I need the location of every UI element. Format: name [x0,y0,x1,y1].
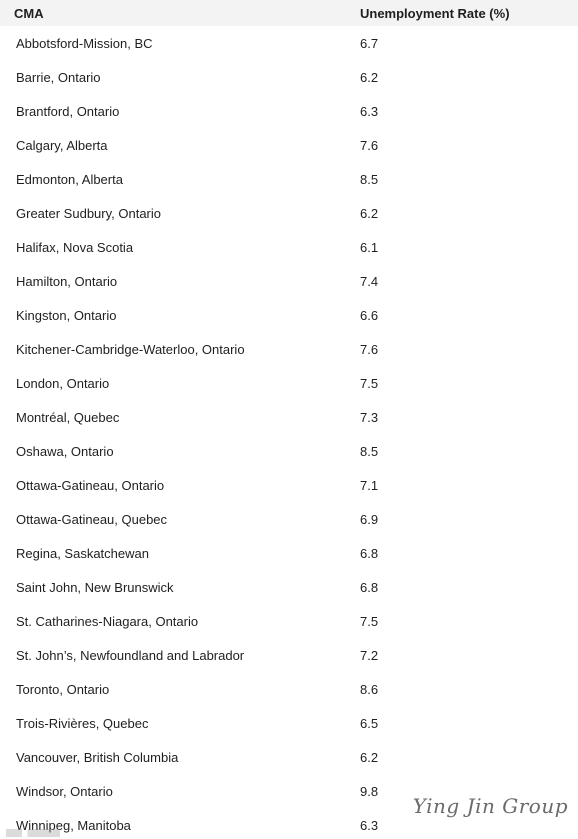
rate-cell: 7.6 [360,137,379,153]
table-row [0,366,578,400]
cma-cell: Calgary, Alberta [16,137,108,153]
table-row [0,536,578,570]
table-row [0,774,578,808]
cma-cell: Oshawa, Ontario [16,443,114,459]
cma-cell: Kingston, Ontario [16,307,117,323]
table-row [0,468,578,502]
cma-cell: Winnipeg, Manitoba [16,817,131,833]
rate-cell: 6.5 [360,715,379,731]
cma-cell: Brantford, Ontario [16,103,120,119]
rate-cell: 7.2 [360,647,379,663]
cma-cell: Windsor, Ontario [16,783,113,799]
cma-cell: London, Ontario [16,375,110,391]
cma-cell: Saint John, New Brunswick [16,579,174,595]
rate-cell: 8.5 [360,443,379,459]
cma-cell: St. Catharines-Niagara, Ontario [16,613,199,629]
cma-cell: Vancouver, British Columbia [16,749,179,765]
rate-cell: 7.5 [360,375,379,391]
cma-cell: Halifax, Nova Scotia [16,239,134,255]
table-row [0,298,578,332]
rate-cell: 7.3 [360,409,379,425]
cma-cell: Ottawa-Gatineau, Quebec [16,511,168,527]
table-row [0,332,578,366]
rate-cell: 6.6 [360,307,379,323]
header-unemployment-rate: Unemployment Rate (%) [360,5,510,21]
cma-cell: Ottawa-Gatineau, Ontario [16,477,165,493]
cma-cell: Trois-Rivières, Quebec [16,715,149,731]
table-row [0,128,578,162]
table-row [0,740,578,774]
ying-jin-group-watermark: Ying Jin Group [412,794,568,818]
cma-cell: Toronto, Ontario [16,681,110,697]
cma-cell: Barrie, Ontario [16,69,101,85]
rate-cell: 7.4 [360,273,379,289]
table-row [0,60,578,94]
cma-cell: Regina, Saskatchewan [16,545,149,561]
cma-cell: Hamilton, Ontario [16,273,118,289]
table-row [0,230,578,264]
table-row [0,94,578,128]
table-body [0,26,578,839]
rate-cell: 7.6 [360,341,379,357]
rate-cell: 6.3 [360,817,379,833]
rate-cell: 7.1 [360,477,379,493]
rate-cell: 6.2 [360,69,379,85]
rate-cell: 9.8 [360,783,379,799]
table-row [0,264,578,298]
cma-cell: Kitchener-Cambridge-Waterloo, Ontario [16,341,245,357]
corner-watermark-mark [6,829,60,837]
rate-cell: 7.5 [360,613,379,629]
table-row [0,604,578,638]
table-row [0,672,578,706]
cma-cell: Edmonton, Alberta [16,171,123,187]
rate-cell: 6.7 [360,35,379,51]
table-header [0,0,578,26]
table-row [0,162,578,196]
cma-cell: Montréal, Quebec [16,409,120,425]
rate-cell: 8.6 [360,681,379,697]
header-cma: CMA [14,5,44,21]
table-row [0,196,578,230]
rate-cell: 6.8 [360,579,379,595]
table-row [0,400,578,434]
rate-cell: 8.5 [360,171,379,187]
rate-cell: 6.3 [360,103,379,119]
cma-cell: Greater Sudbury, Ontario [16,205,161,221]
rate-cell: 6.2 [360,205,379,221]
rate-cell: 6.1 [360,239,379,255]
table-row [0,638,578,672]
table-row [0,502,578,536]
rate-cell: 6.9 [360,511,379,527]
table-row [0,706,578,740]
table-row [0,570,578,604]
cma-cell: St. John’s, Newfoundland and Labrador [16,647,245,663]
cma-cell: Abbotsford-Mission, BC [16,35,153,51]
table-row [0,434,578,468]
rate-cell: 6.8 [360,545,379,561]
rate-cell: 6.2 [360,749,379,765]
table-row [0,26,578,60]
header-row [0,0,578,26]
table-row [0,808,578,839]
